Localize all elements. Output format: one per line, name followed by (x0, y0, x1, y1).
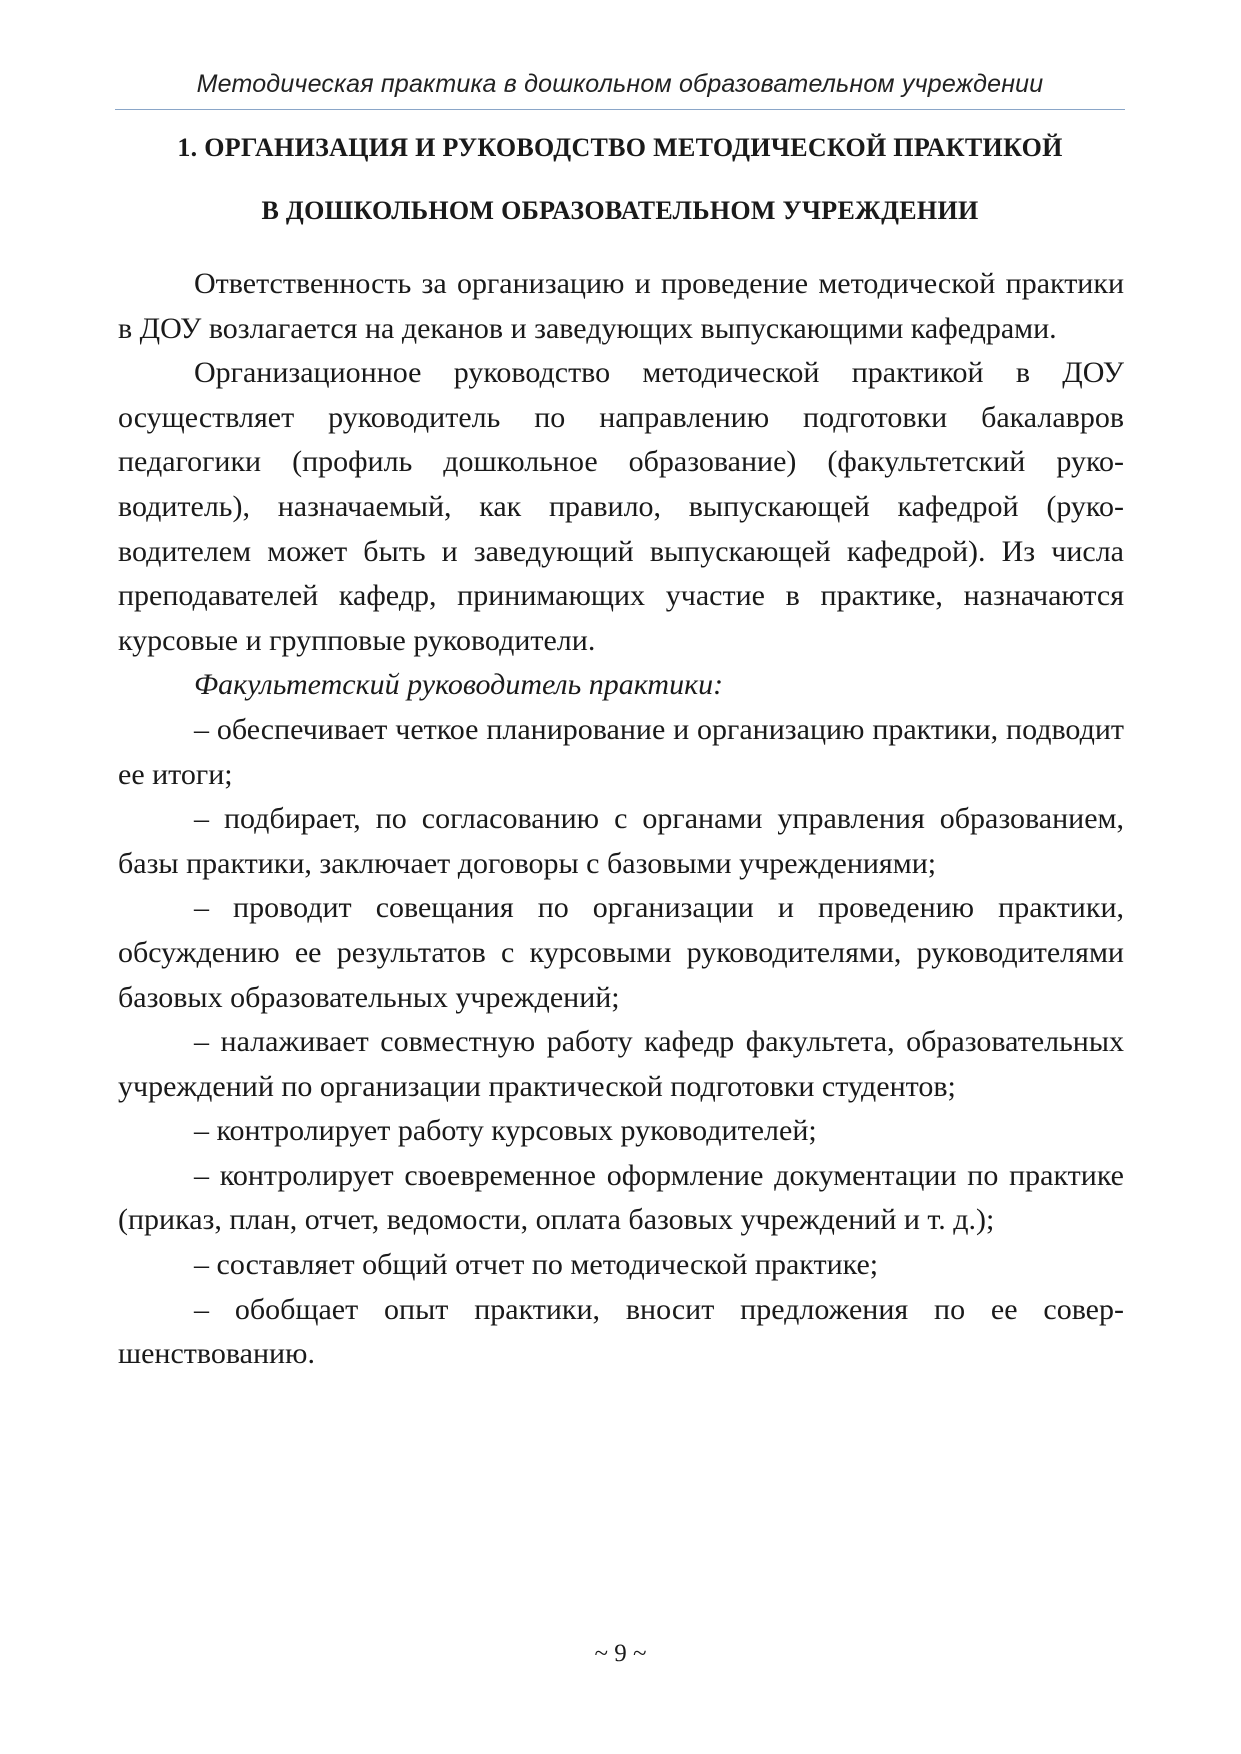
list-lead: Факультетский руководитель практики: (194, 668, 724, 702)
list-item: – проводит совещания по организации и проведению практики, обсуждению ее результатов с курсовыми руководителями, руководителями базовых образовательных учреждений; (118, 891, 1124, 1014)
page-number: ~ 9 ~ (594, 1640, 647, 1667)
header-divider (115, 109, 1125, 110)
list-item: – подбирает, по согласованию с органами управления образованием, базы практики, заключает договоры с базовыми учреждениями; (118, 802, 1124, 880)
list-item: – составляет общий отчет по методической практике; (194, 1248, 879, 1282)
chapter-title-line-2: В ДОШКОЛЬНОМ ОБРАЗОВАТЕЛЬНОМ УЧРЕЖДЕНИИ (261, 196, 979, 225)
paragraph: Организационное руководство методической практикой в ДОУ осуществляет руководитель по направлению подготовки бакалавров педагогики (профиль дошкольное образование) (факультетский руководитель), назначаемый, как правило, выпускающей кафедрой (руководителем может быть и заведующий выпускающей кафедрой). Из числа преподавателей кафедр, принимающих участие в практике, назначаются курсовые и групповые руководители. (118, 356, 1124, 657)
list-item: – налаживает совместную работу кафедр факультета, образовательных учреждений по организации практической подготовки студентов; (118, 1025, 1124, 1103)
running-header: Методическая практика в дошкольном образовательном учреждении (196, 70, 1044, 98)
list-item: – обобщает опыт практики, вносит предложения по ее совершенствованию. (118, 1292, 1124, 1371)
list-item: – контролирует своевременное оформление документации по практике (приказ, план, отчет, ведомости, оплата базовых учреждений и т. д.); (118, 1158, 1124, 1237)
paragraph: Ответственность за организацию и проведение методической практики в ДОУ возлагается на деканов и заведующих выпускающими кафедрами. (118, 267, 1124, 345)
body-text (118, 262, 1124, 1377)
chapter-title-line-1: 1. ОРГАНИЗАЦИЯ И РУКОВОДСТВО МЕТОДИЧЕСКОЙ ПРАКТИКОЙ (177, 133, 1063, 162)
list-item: – контролирует работу курсовых руководителей; (194, 1114, 817, 1148)
list-item: – обеспечивает четкое планирование и организацию практики, подводит ее итоги; (118, 712, 1124, 791)
